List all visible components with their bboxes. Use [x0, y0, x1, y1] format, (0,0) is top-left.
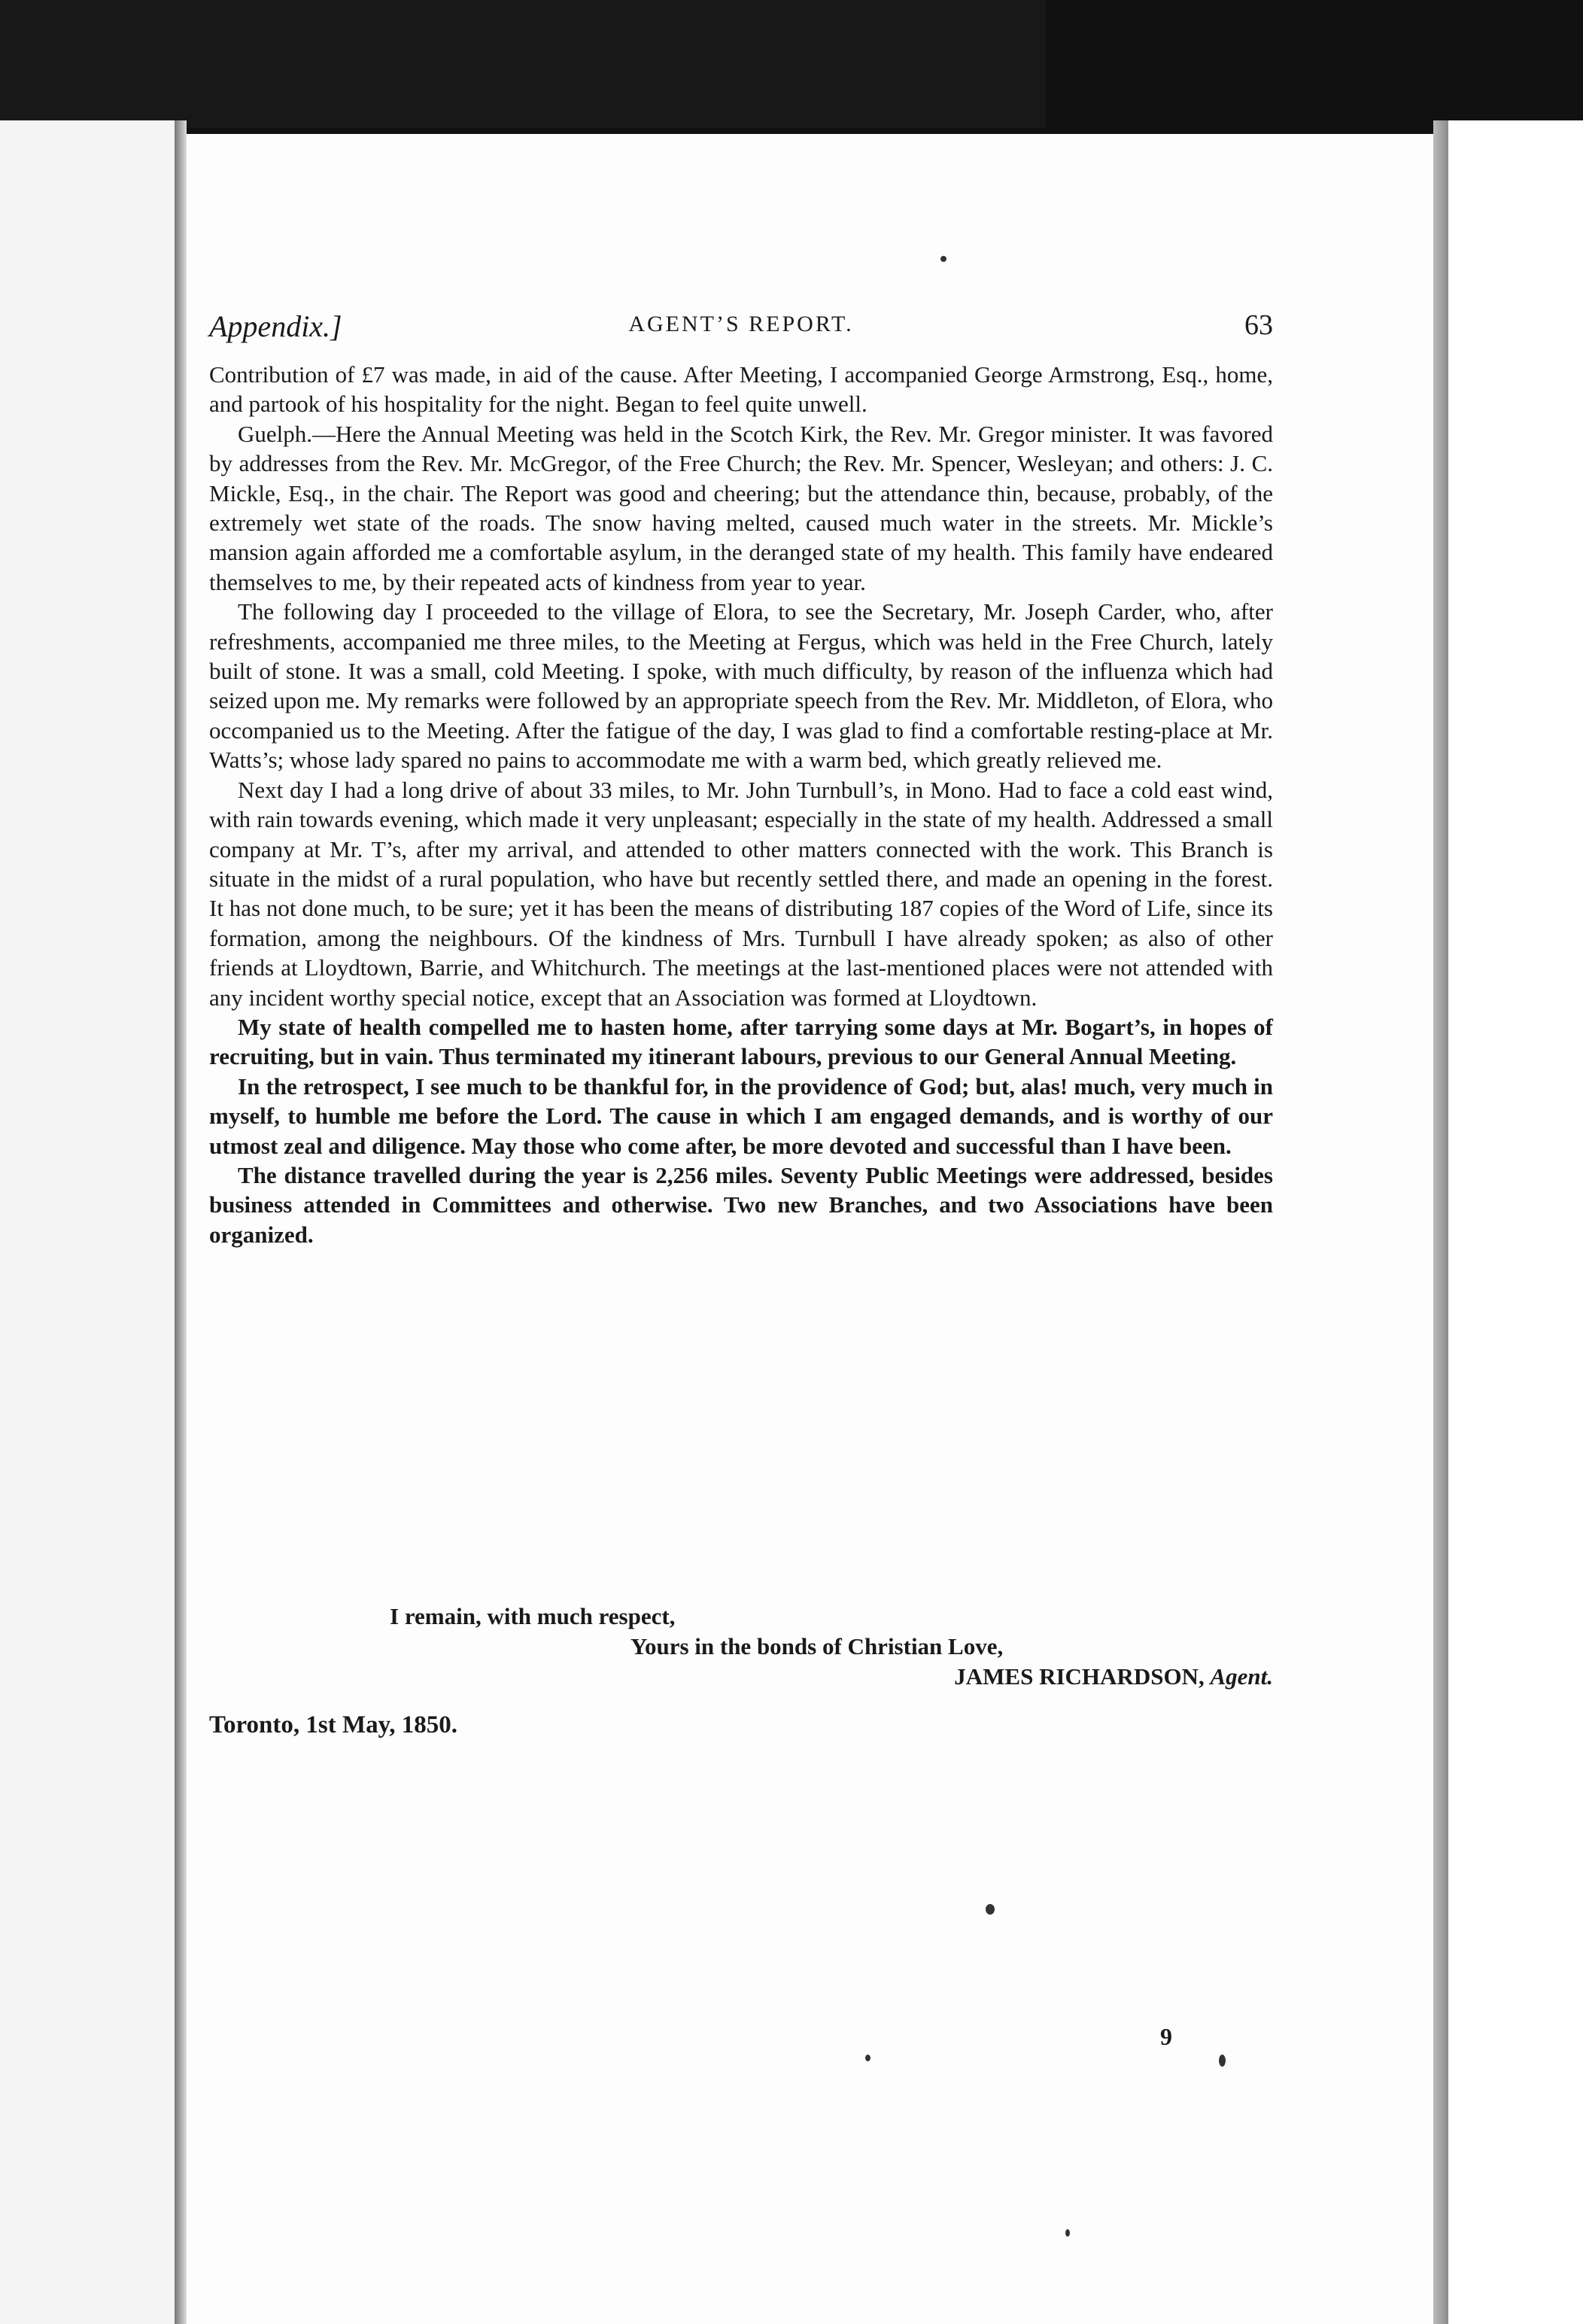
- paragraph-contribution: Contribution of £7 was made, in aid of the cause. After Meeting, I accompanied George Armstrong, Esq., home, and partook of his hospitality for the night. Began to feel quite unwell.: [209, 361, 1273, 418]
- paragraph-summary: The distance travelled during the year is 2,256 miles. Seventy Public Meetings were addressed, besides business attended in Committees and otherwise. Two new Branches, and two Associations have been organized.: [209, 1161, 1273, 1248]
- paragraph-guelph: Guelph.—Here the Annual Meeting was held in the Scotch Kirk, the Rev. Mr. Gregor minister. It was favored by addresses from the Rev. Mr. McGregor, of the Free Church; the Rev. Mr. Spencer, Wesleyan; and others: J. C. Mickle, Esq., in the chair. The Report was good and cheering; but the attendance thin, because, probably, of the extremely wet state of the roads. The snow having melted, caused much water in the streets. Mr. Mickle’s mansion again afforded me a comfortable asylum, in the deranged state of my health. This family have endeared themselves to me, by their repeated acts of kindness from year to year.: [209, 420, 1273, 595]
- page-edge-shadow: [1433, 120, 1448, 2324]
- scan-border-top-inner: [0, 0, 1046, 128]
- signature: [209, 1662, 1273, 1692]
- running-head: [209, 309, 1273, 346]
- ink-speck: [1219, 2055, 1226, 2067]
- signature-name: JAMES RICHARDSON,: [954, 1663, 1205, 1690]
- paragraph-elora-fergus: The following day I proceeded to the village of Elora, to see the Secretary, Mr. Joseph Carder, who, after refreshments, accompanied me three miles, to the Meeting at Fergus, which was held in the Free Church, lately built of stone. It was a small, cold Meeting. I spoke, with much difficulty, by reason of the influenza which had seized upon me. My remarks were followed by an appropriate speech from the Rev. Mr. Middleton, of Elora, who occompanied us to the Meeting. After the fatigue of the day, I was glad to find a comfortable resting-place at Mr. Watts’s; whose lady spared no pains to accommodate me with a warm bed, which greatly relieved me.: [209, 598, 1273, 774]
- book-gutter: [175, 120, 187, 2324]
- report-body: [209, 360, 1273, 1249]
- letter-closing: [209, 1602, 1273, 1740]
- signature-title: Agent.: [1210, 1663, 1273, 1690]
- closing-line-bonds: Yours in the bonds of Christian Love,: [630, 1633, 1004, 1659]
- page-number: 63: [1244, 309, 1273, 341]
- place-date: Toronto, 1st May, 1850.: [209, 1711, 458, 1738]
- ink-speck: [865, 2055, 870, 2061]
- ink-speck: [986, 1904, 995, 1915]
- ink-speck: [940, 256, 946, 262]
- sheet-signature-number: 9: [1160, 2023, 1172, 2050]
- closing-line-respect: I remain, with much respect,: [390, 1603, 676, 1629]
- paragraph-mono: Next day I had a long drive of about 33 miles, to Mr. John Turnbull’s, in Mono. Had to face a cold east wind, with rain towards evening, which made it very unpleasant; especially in the state of my health. Addressed a small company at Mr. T’s, after my arrival, and attended to other matters connected with the work. This Branch is situate in the midst of a rural population, who have but recently settled there, and made an opening in the forest. It has not done much, to be sure; yet it has been the means of distributing 187 copies of the Word of Life, since its formation, among the neighbours. Of the kindness of Mrs. Turnbull I have already spoken; as also of other friends at Lloydtown, Barrie, and Whitchurch. The meetings at the last-mentioned places were not attended with any incident worthy special notice, except that an Association was formed at Lloydtown.: [209, 776, 1273, 1011]
- facing-page-edge: [0, 120, 177, 2324]
- scan-margin-right: [1448, 120, 1583, 2324]
- ink-speck: [1065, 2229, 1070, 2237]
- page-title: AGENT’S REPORT.: [628, 312, 854, 336]
- bold-conclusion-block: [209, 1012, 1273, 1249]
- paragraph-retrospect: In the retrospect, I see much to be thankful for, in the providence of God; but, alas! much, very much in myself, to humble me before the Lord. The cause in which I am engaged demands, and is worthy of our utmost zeal and diligence. May those who come after, be more devoted and successful than I have been.: [209, 1072, 1273, 1159]
- paragraph-health: My state of health compelled me to hasten home, after tarrying some days at Mr. Bogart’s, in hopes of recruiting, but in vain. Thus terminated my itinerant labours, previous to our General Annual Meeting.: [209, 1013, 1273, 1070]
- section-label: Appendix.]: [209, 309, 342, 343]
